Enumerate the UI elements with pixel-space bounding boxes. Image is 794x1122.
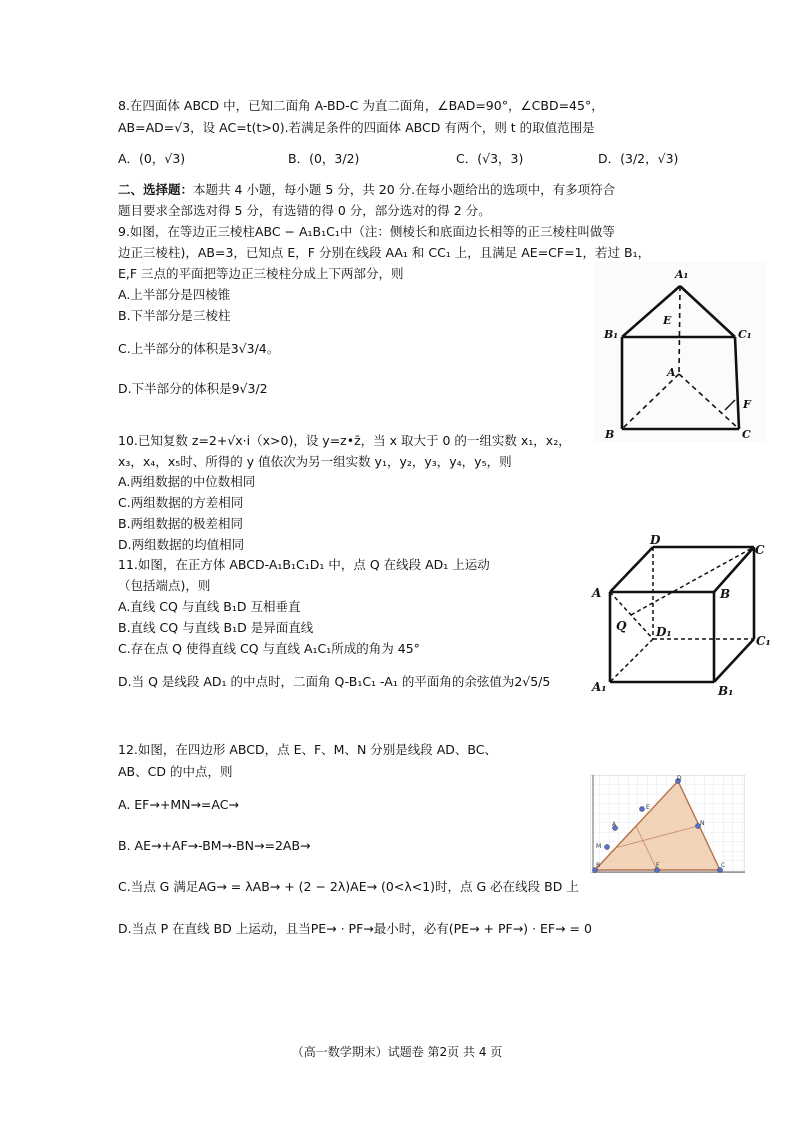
prism-label-a: A [667,366,676,379]
quad-label-d: D [677,775,682,782]
prism-label-b1: B₁ [604,328,619,341]
prism-label-b: B [605,428,615,441]
q11-line2: （包括端点)，则 [118,578,211,593]
q12-line2: AB、CD 的中点，则 [118,764,233,779]
q12-option-b: B. AE→+AF→-BM→-BN→=2AB→ [118,838,311,853]
prism-label-c1: C₁ [738,328,752,341]
q8-option-d: D．(3/2，√3) [598,151,679,166]
q10-option-a: A.两组数据的中位数相同 [118,474,256,489]
cube-figure [588,535,778,705]
q11-option-a: A.直线 CQ 与直线 B₁D 互相垂直 [118,599,301,614]
q11-option-c: C.存在点 Q 使得直线 CQ 与直线 A₁C₁所成的角为 45° [118,641,420,656]
q8-option-a: A．(0，√3) [118,151,186,166]
quad-label-e: E [646,804,650,811]
page-footer: （高一数学期末）试题卷 第2页 共 4 页 [291,1045,503,1059]
q8-option-b: B．(0，3/2) [288,151,360,166]
q8-option-c: C．(√3，3) [456,151,524,166]
q9-option-b: B.下半部分是三棱柱 [118,308,231,323]
q10-option-b: B.两组数据的极差相同 [118,516,244,531]
section2-heading: 二、选择题： [118,182,194,197]
q12-option-d: D.当点 P 在直线 BD 上运动，且当PE→ · PF→最小时，必有(PE→ + PF→) · EF→ = 0 [118,921,592,936]
cube-label-d: D [650,535,661,547]
quad-figure [590,775,745,873]
prism-label-f: F [743,398,751,411]
q12-line1: 12.如图，在四边形 ABCD，点 E、F、M、N 分别是线段 AD、BC、 [118,742,498,757]
prism-label-e: E [663,314,672,327]
q9-option-c: C.上半部分的体积是3√3/4。 [118,341,280,356]
cube-label-b: B [720,587,731,601]
q11-option-b: B.直线 CQ 与直线 B₁D 是异面直线 [118,620,314,635]
quad-label-m: M [596,843,602,850]
cube-label-a1: A₁ [592,680,607,694]
q10-option-d: D.两组数据的均值相同 [118,537,245,552]
cube-label-a: A [592,586,602,600]
q11-option-d: D.当 Q 是线段 AD₁ 的中点时，二面角 Q-B₁C₁ -A₁ 的平面角的余弦值为2√5/5 [118,674,551,689]
q9-option-a: A.上半部分是四棱锥 [118,287,231,302]
q9-line1: 9.如图，在等边正三棱柱ABC − A₁B₁C₁中（注：侧棱长和底面边长相等的正三棱柱叫做等 [118,224,615,239]
section2-text1: 本题共 4 小题，每小题 5 分，共 20 分.在每小题给出的选项中，有多项符合 [193,182,616,197]
q9-option-d: D.下半部分的体积是9√3/2 [118,381,268,396]
q12-option-a: A. EF→+MN→=AC→ [118,797,239,812]
q8-line2: AB=AD=√3，设 AC=t(t>0).若满足条件的四面体 ABCD 有两个，则 t 的取值范围是 [118,120,595,135]
q9-line2: 边正三棱柱)，AB=3，已知点 E，F 分别在线段 AA₁ 和 CC₁ 上，且满足 AE=CF=1，若过 B₁， [118,245,651,260]
q10-line2: x₃，x₄，x₅时、所得的 y 值依次为另一组实数 y₁，y₂，y₃，y₄，y₅，则 [118,454,512,469]
quad-label-b: B [596,862,601,869]
cube-label-q: Q [616,619,627,633]
q9-line3: E,F 三点的平面把等边正三棱柱分成上下两部分，则 [118,266,404,281]
prism-label-a1: A₁ [675,268,689,281]
quad-label-c: C [721,862,726,869]
q11-line1: 11.如图，在正方体 ABCD-A₁B₁C₁D₁ 中，点 Q 在线段 AD₁ 上运动 [118,557,490,572]
q10-line1: 10.已知复数 z=2+√x·i（x>0)，设 y=z•z̄，当 x 取大于 0 的一组实数 x₁，x₂， [118,433,571,448]
q10-option-c: C.两组数据的方差相同 [118,495,244,510]
cube-label-c1: C₁ [756,634,771,648]
prism-figure [595,262,765,442]
q12-option-c: C.当点 G 满足AG→ = λAB→ + (2 − 2λ)AE→ (0<λ<1)时，点 G 必在线段 BD 上 [118,879,579,894]
quad-label-n: N [700,820,705,827]
cube-label-d1: D₁ [656,625,672,639]
q8-line1: 8.在四面体 ABCD 中，已知二面角 A-BD-C 为直二面角，∠BAD=90°，∠CBD=45°， [118,98,604,113]
quad-label-a: A [612,821,617,828]
quad-label-f: F [656,862,660,869]
cube-label-b1: B₁ [718,684,734,698]
cube-label-c: C [755,543,765,557]
section2-line2: 题目要求全部选对得 5 分，有选错的得 0 分，部分选对的得 2 分。 [118,203,491,218]
section2-line1 [118,182,615,198]
prism-label-c: C [742,428,751,441]
